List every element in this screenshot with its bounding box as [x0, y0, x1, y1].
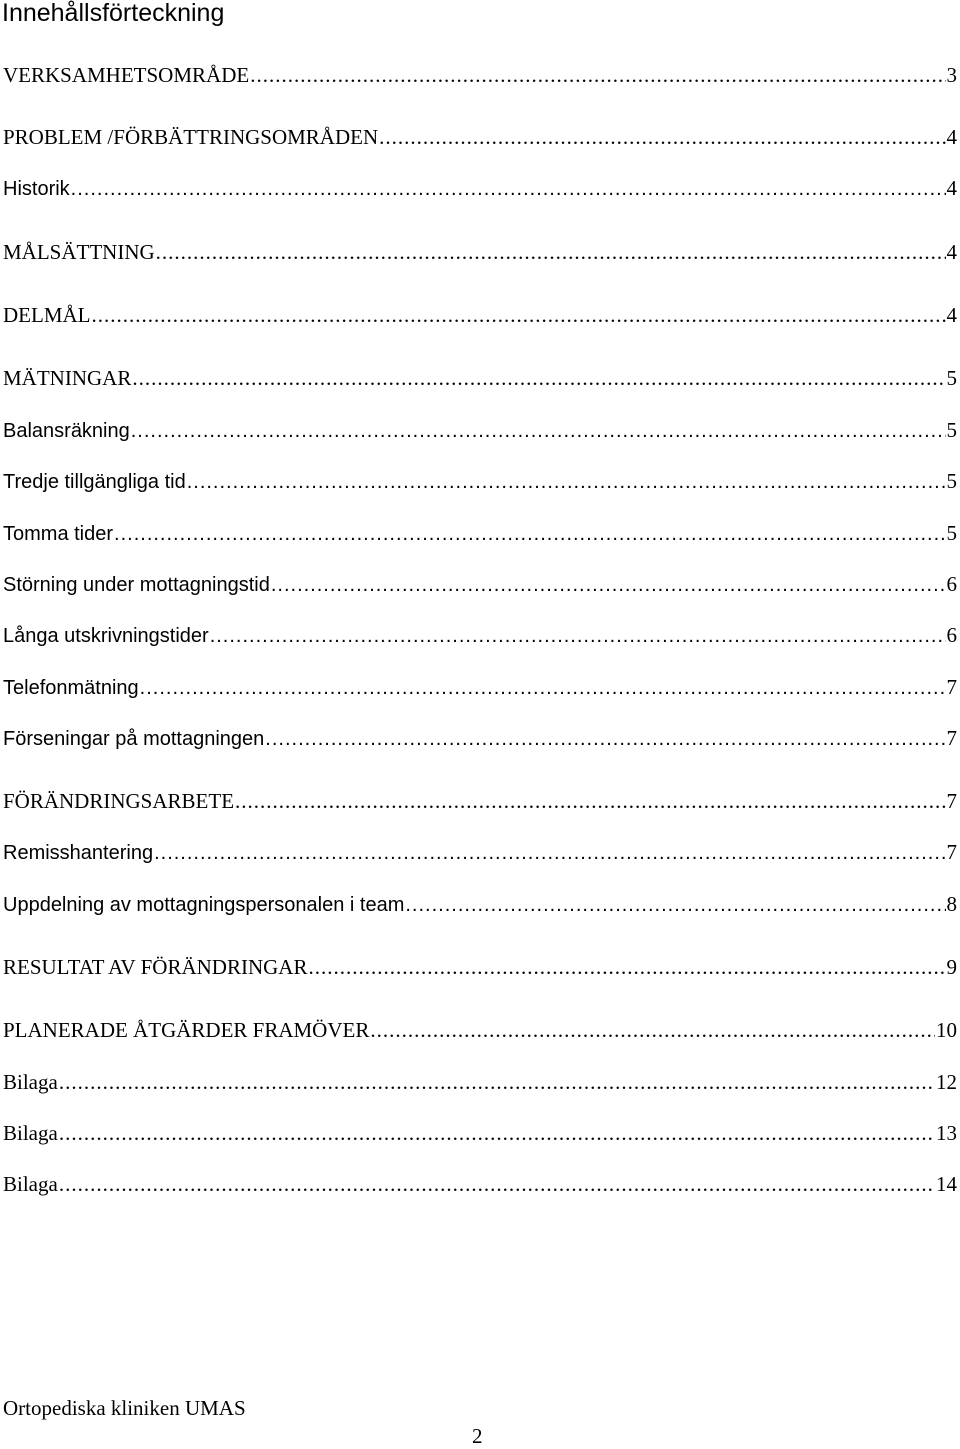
- toc-entry-label: Störning under mottagningstid: [3, 574, 270, 596]
- toc-entry-label: Bilaga: [3, 1121, 58, 1145]
- toc-entry[interactable]: [3, 891, 957, 917]
- toc-entry-label: Tredje tillgängliga tid: [3, 471, 186, 493]
- toc-entry[interactable]: [3, 365, 957, 391]
- toc-entry[interactable]: [3, 1069, 957, 1095]
- page-number: 2: [472, 1424, 483, 1448]
- toc-entry-label: Förseningar på mottagningen: [3, 728, 265, 750]
- toc-entry-page: 6: [946, 572, 957, 596]
- toc-entry[interactable]: [3, 954, 957, 980]
- toc-entry-label: FÖRÄNDRINGSARBETE: [3, 789, 235, 813]
- footer-text: Ortopediska kliniken UMAS: [3, 1396, 246, 1420]
- toc-entry-page: 4: [946, 125, 957, 149]
- toc-entry[interactable]: [3, 62, 957, 88]
- toc-entry-page: 8: [946, 892, 957, 916]
- toc-entry[interactable]: [3, 302, 957, 328]
- toc-dot-leader: [92, 303, 946, 328]
- toc-dot-leader: [131, 420, 946, 443]
- toc-entry-page: 5: [946, 469, 957, 493]
- toc-entry[interactable]: [3, 674, 957, 700]
- toc-entry-label: VERKSAMHETSOMRÅDE: [3, 63, 250, 87]
- toc-entry-page: 4: [946, 303, 957, 327]
- toc-entry[interactable]: [3, 417, 957, 443]
- toc-dot-leader: [156, 240, 946, 265]
- toc-dot-leader: [370, 1018, 935, 1043]
- toc-entry-page: 7: [946, 675, 957, 699]
- toc-entry[interactable]: [3, 239, 957, 265]
- toc-entry-page: 7: [946, 840, 957, 864]
- toc-dot-leader: [71, 178, 946, 201]
- toc-dot-leader: [379, 125, 945, 150]
- toc-entry-page: 10: [936, 1018, 957, 1042]
- toc-entry[interactable]: [3, 520, 957, 546]
- toc-entry[interactable]: [3, 1120, 957, 1146]
- toc-dot-leader: [308, 955, 945, 980]
- toc-entry-page: 12: [936, 1070, 957, 1094]
- toc-entry-label: MÅLSÄTTNING: [3, 240, 155, 264]
- toc-entry-label: PROBLEM /FÖRBÄTTRINGSOMRÅDEN: [3, 125, 379, 149]
- toc-entry-page: 5: [946, 366, 957, 390]
- toc-entry[interactable]: [3, 124, 957, 150]
- toc-entry-label: DELMÅL: [3, 303, 91, 327]
- toc-entry-label: Bilaga: [3, 1172, 58, 1196]
- toc-dot-leader: [265, 728, 945, 751]
- toc-entry-label: Långa utskrivningstider: [3, 625, 209, 647]
- toc-entry-label: MÄTNINGAR: [3, 366, 132, 390]
- toc-entry-label: Tomma tider: [3, 523, 114, 545]
- toc-entry-page: 5: [946, 521, 957, 545]
- toc-entry-label: Historik: [3, 178, 70, 200]
- toc-entry-label: Balansräkning: [3, 420, 130, 442]
- toc-entry-page: 3: [946, 63, 957, 87]
- toc-entry-label: Bilaga: [3, 1070, 58, 1094]
- toc-dot-leader: [59, 1172, 935, 1197]
- toc-entry-label: Uppdelning av mottagningspersonalen i team: [3, 894, 405, 916]
- toc-dot-leader: [59, 1121, 935, 1146]
- toc-dot-leader: [250, 63, 945, 88]
- toc-entry-page: 6: [946, 623, 957, 647]
- toc-entry-page: 13: [936, 1121, 957, 1145]
- toc-entry[interactable]: [3, 725, 957, 751]
- toc-dot-leader: [59, 1070, 935, 1095]
- toc-entry-page: 5: [946, 418, 957, 442]
- toc-entry[interactable]: [3, 788, 957, 814]
- toc-entry[interactable]: [3, 839, 957, 865]
- toc-entry-label: Telefonmätning: [3, 677, 139, 699]
- toc-entry[interactable]: [3, 1017, 957, 1043]
- toc-entry[interactable]: [3, 468, 957, 494]
- toc-entry-page: 9: [946, 955, 957, 979]
- toc-dot-leader: [210, 625, 946, 648]
- toc-entry[interactable]: [3, 175, 957, 201]
- toc-dot-leader: [140, 677, 946, 700]
- toc-entry-label: Remisshantering: [3, 842, 154, 864]
- toc-entry-page: 4: [946, 176, 957, 200]
- toc-entry-page: 7: [946, 726, 957, 750]
- toc-dot-leader: [235, 789, 945, 814]
- toc-entry-page: 14: [936, 1172, 957, 1196]
- toc-entry[interactable]: [3, 1171, 957, 1197]
- toc-entry-page: 7: [946, 789, 957, 813]
- toc-dot-leader: [154, 842, 945, 865]
- toc-heading: Innehållsförteckning: [2, 0, 225, 27]
- toc-entry-page: 4: [946, 240, 957, 264]
- toc-entry-label: PLANERADE ÅTGÄRDER FRAMÖVER: [3, 1018, 370, 1042]
- toc-dot-leader: [187, 471, 946, 494]
- toc-dot-leader: [271, 574, 946, 597]
- toc-dot-leader: [405, 894, 945, 917]
- toc-entry[interactable]: [3, 622, 957, 648]
- toc-dot-leader: [132, 366, 945, 391]
- toc-entry[interactable]: [3, 571, 957, 597]
- toc-dot-leader: [114, 523, 945, 546]
- toc-entry-label: RESULTAT AV FÖRÄNDRINGAR: [3, 955, 308, 979]
